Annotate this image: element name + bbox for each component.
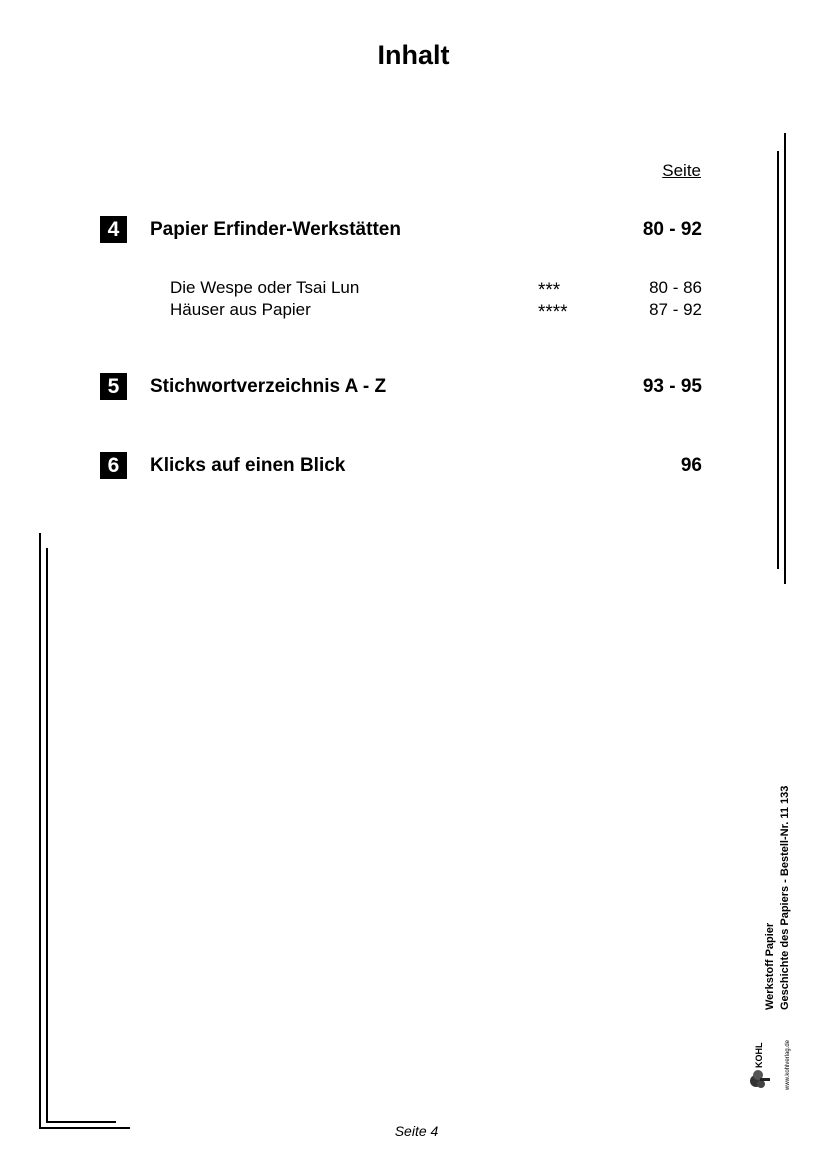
left-border-line-inner (46, 548, 48, 1123)
page-column-header: Seite (662, 161, 701, 180)
left-border-line-outer (39, 533, 41, 1129)
toc-chapter-6[interactable] (100, 452, 702, 480)
chapter-number-badge: 6 (100, 452, 127, 479)
difficulty-stars: *** (538, 280, 561, 301)
subitem-title: Häuser aus Papier (170, 300, 311, 319)
chapter-pages: 93 - 95 (642, 376, 702, 397)
side-product-subtitle: Geschichte des Papiers - Bestell-Nr. 11 133 (779, 785, 791, 1010)
chapter-pages: 80 - 92 (642, 219, 702, 240)
chapter-title: Papier Erfinder-Werkstätten (150, 219, 401, 240)
chapter-number-badge: 5 (100, 373, 127, 400)
publisher-url: www.kohlverlag.de (785, 1039, 791, 1090)
publisher-logo (748, 1010, 794, 1090)
page-title: Inhalt (377, 40, 450, 70)
chapter-number-badge: 4 (100, 216, 127, 243)
chapter-title: Klicks auf einen Blick (150, 455, 346, 476)
toc-chapter-5[interactable] (100, 373, 702, 401)
side-product-title: Werkstoff Papier (764, 922, 776, 1010)
subitem-title: Die Wespe oder Tsai Lun (170, 278, 360, 297)
page-footer: Seite 4 (394, 1123, 439, 1139)
tree-icon (748, 1068, 770, 1090)
toc-subitem[interactable] (170, 278, 702, 300)
right-border-line-outer (784, 133, 786, 584)
toc-chapter-4[interactable] (100, 216, 702, 244)
subitem-pages: 80 - 86 (649, 278, 702, 297)
publisher-name: KOHL (754, 1042, 764, 1068)
subitem-pages: 87 - 92 (649, 300, 702, 319)
chapter-title: Stichwortverzeichnis A - Z (150, 376, 387, 397)
chapter-pages: 96 (680, 455, 702, 476)
right-border-line-inner (777, 151, 779, 569)
side-publisher-info (748, 770, 808, 1090)
toc-subitem[interactable] (170, 300, 702, 322)
difficulty-stars: **** (538, 302, 568, 323)
